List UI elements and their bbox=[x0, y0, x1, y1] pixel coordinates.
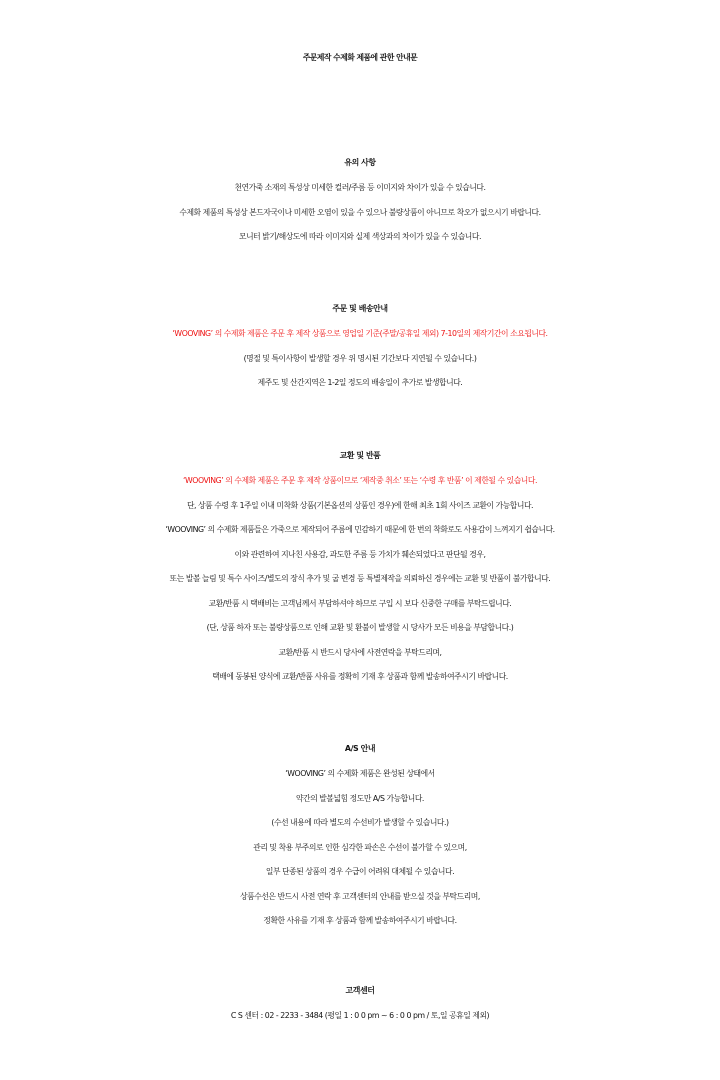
section-precautions bbox=[0, 150, 720, 250]
section-title: A/S 안내 bbox=[344, 744, 376, 753]
notice-line: 택배에 동봉된 양식에 교환/반품 사유를 정확히 기재 후 상품과 함께 발송하여주시기 바랍니다. bbox=[212, 672, 508, 681]
section-title: 주문 및 배송안내 bbox=[332, 304, 388, 313]
notice-line: ‘WOOVING’ 의 수제화 제품들은 가죽으로 제작되어 주름에 민감하기 때문에 한 번의 착화로도 사용감이 느껴지기 쉽습니다. bbox=[165, 525, 555, 534]
notice-line-highlight: ‘WOOVING’ 의 수제화 제품은 주문 후 제작 상품으로 영업일 기준(주말/공휴일 제외) 7-10일의 제작기간이 소요됩니다. bbox=[172, 329, 548, 338]
notice-line: (수선 내용에 따라 별도의 수선비가 발생할 수 있습니다.) bbox=[271, 818, 449, 827]
notice-line: 일부 단종된 상품의 경우 수급이 어려워 대체될 수 있습니다. bbox=[265, 867, 455, 876]
section-customer-center bbox=[0, 978, 720, 1029]
notice-line: (명절 및 특이사항이 발생할 경우 위 명시된 기간보다 지연될 수 있습니다.) bbox=[243, 353, 477, 363]
section-order-shipping bbox=[0, 296, 720, 396]
notice-line: 모니터 밝기/해상도에 따라 이미지와 실제 색상과의 차이가 있을 수 있습니다. bbox=[239, 232, 481, 241]
section-title: 유의 사항 bbox=[344, 158, 376, 167]
notice-line: 또는 발볼 늘림 및 특수 사이즈/별도의 장식 추가 및 굽 변경 등 특별제작을 의뢰하신 경우에는 교환 및 반품이 불가합니다. bbox=[169, 574, 551, 583]
notice-line: 교환/반품 시 택배비는 고객님께서 부담하셔야 하므로 구입 시 보다 신중한 구매를 부탁드립니다. bbox=[208, 598, 512, 608]
notice-line: 천연가죽 소재의 특성상 미세한 컬러/주름 등 이미지와 차이가 있을 수 있습니다. bbox=[234, 183, 486, 192]
section-exchange-return bbox=[0, 443, 720, 690]
notice-line: (단, 상품 하자 또는 불량상품으로 인해 교환 및 환불이 발생할 시 당사가 모든 비용을 부담합니다.) bbox=[206, 623, 514, 632]
customer-center-info: C S 센터 : 02 - 2233 - 3484 (평일 1 : 0 0 pm ~ 6 : 0 0 pm / 토,일 공휴일 제외) bbox=[230, 1011, 490, 1020]
notice-line: ‘WOOVING’ 의 수제화 제품은 완성된 상태에서 bbox=[285, 769, 435, 778]
section-title: 고객센터 bbox=[345, 986, 375, 995]
notice-line: 이와 관련하여 지나친 사용감, 과도한 주름 등 가치가 훼손되었다고 판단될 경우, bbox=[234, 549, 486, 559]
page-title: 주문제작 수제화 제품에 관한 안내문 bbox=[302, 53, 418, 62]
notice-line: 상품수선은 반드시 사전 연락 후 고객센터의 안내를 받으실 것을 부탁드리며, bbox=[240, 891, 480, 901]
notice-line: 교환/반품 시 반드시 당사에 사전연락을 부탁드리며, bbox=[278, 647, 442, 657]
notice-line: 제주도 및 산간지역은 1-2일 정도의 배송일이 추가로 발생합니다. bbox=[257, 378, 463, 387]
notice-line: 약간의 발볼넓힘 정도만 A/S 가능합니다. bbox=[296, 793, 424, 803]
notice-line: 관리 및 착용 부주의로 인한 심각한 파손은 수선이 불가할 수 있으며, bbox=[253, 842, 467, 852]
notice-line: 수제화 제품의 특성상 본드자국이나 미세한 오염이 있을 수 있으나 불량상품이 아니므로 착오가 없으시기 바랍니다. bbox=[179, 207, 541, 217]
notice-line: 단, 상품 수령 후 1주일 이내 미착화 상품(기본옵션의 상품인 경우)에 한해 최초 1회 사이즈 교환이 가능합니다. bbox=[186, 500, 534, 510]
notice-line-highlight: ‘WOOVING’ 의 수제화 제품은 주문 후 제작 상품이므로 ‘제작중 취소’ 또는 ‘수령 후 반품’ 이 제한될 수 있습니다. bbox=[183, 476, 537, 485]
section-after-service bbox=[0, 736, 720, 934]
notice-line: 정확한 사유를 기재 후 상품과 함께 발송하여주시기 바랍니다. bbox=[263, 916, 457, 925]
section-title: 교환 및 반품 bbox=[339, 451, 381, 460]
